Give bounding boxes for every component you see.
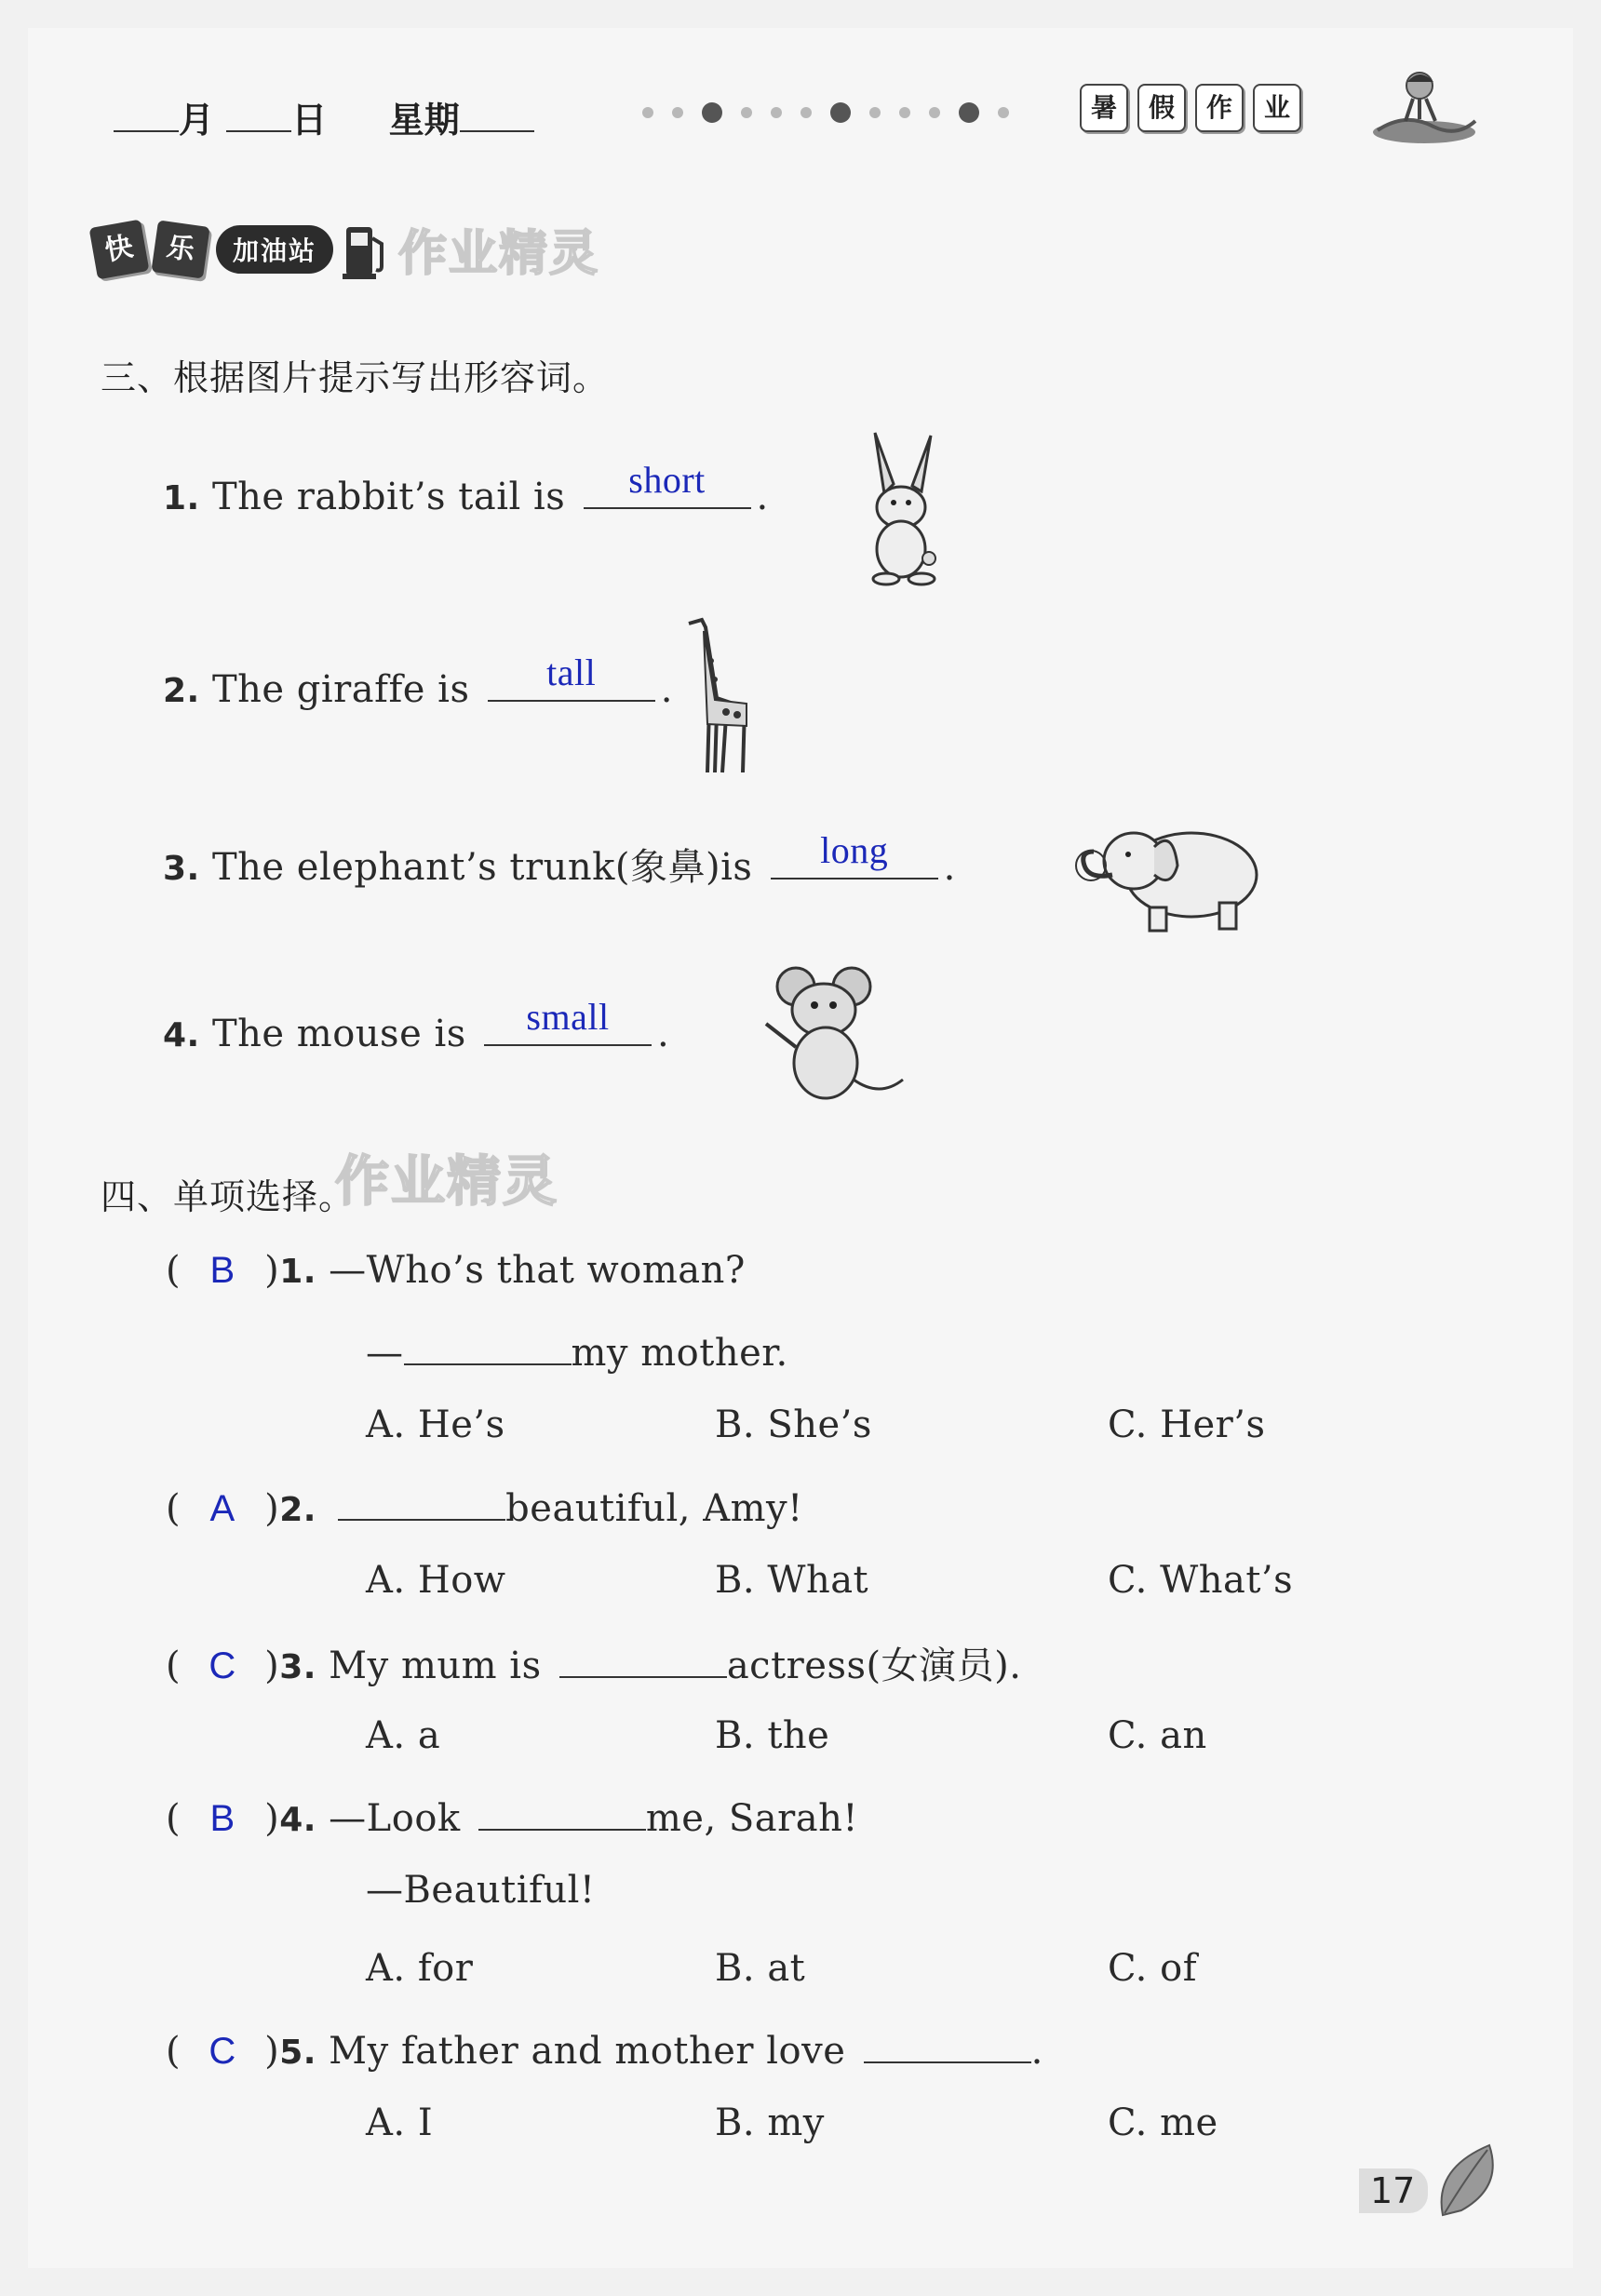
item-number: 3. <box>163 850 200 888</box>
answer-blank[interactable] <box>559 1639 727 1678</box>
mc-question-2 <box>166 1482 803 1530</box>
option-c[interactable]: C. Her’s <box>1108 1403 1266 1446</box>
banner-tile: 乐 <box>151 220 209 278</box>
dot <box>869 107 881 118</box>
item-number: 1. <box>163 479 200 517</box>
dot <box>771 107 782 118</box>
option-a[interactable]: A. How <box>366 1559 506 1602</box>
dot <box>959 102 979 123</box>
dot <box>830 102 851 123</box>
dot <box>800 107 812 118</box>
mc-answer[interactable]: C <box>209 1645 236 1686</box>
answer-blank[interactable] <box>488 651 655 702</box>
question-number: 3. <box>279 1648 316 1686</box>
banner-pill: 加油站 <box>216 225 333 274</box>
question-text: . <box>1030 2030 1043 2073</box>
dot <box>702 102 722 123</box>
q3-item-1 <box>163 459 769 518</box>
paren-close: ) <box>264 1487 280 1530</box>
item-punct: . <box>660 668 673 711</box>
paren-open: ( <box>166 1645 182 1687</box>
dot <box>672 107 683 118</box>
option-b[interactable]: B. She’s <box>715 1403 872 1446</box>
option-a[interactable]: A. for <box>366 1947 474 1990</box>
section-3-title: 三、根据图片提示写出形容词。 <box>101 357 610 398</box>
item-text: The rabbit’s tail is <box>211 476 566 518</box>
answer-text: short <box>628 459 706 501</box>
question-number: 2. <box>279 1491 316 1529</box>
month-label: 月 <box>179 100 215 141</box>
item-text: The giraffe is <box>211 668 470 711</box>
paren-open: ( <box>166 1797 182 1840</box>
answer-blank[interactable] <box>478 1792 646 1831</box>
item-number: 2. <box>163 672 200 710</box>
mouse-illustration <box>749 959 908 1112</box>
dot <box>899 107 910 118</box>
month-blank <box>114 99 179 132</box>
paren-open: ( <box>166 1249 182 1292</box>
answer-blank[interactable] <box>484 996 652 1046</box>
page-number: 17 <box>1359 2168 1428 2213</box>
section-4-title: 四、单项选择。 <box>101 1176 356 1217</box>
question-text: my mother. <box>571 1332 788 1375</box>
paren-open: ( <box>166 2030 182 2073</box>
question-text: —Who’s that woman? <box>329 1249 746 1292</box>
answer-blank[interactable] <box>404 1326 572 1365</box>
item-number: 4. <box>163 1016 200 1054</box>
summer-homework-badge <box>1080 84 1311 132</box>
leaf-icon <box>1433 2141 1508 2224</box>
item-punct: . <box>657 1013 670 1055</box>
answer-blank[interactable] <box>338 1482 505 1521</box>
watermark: 作业精灵 <box>335 1149 559 1213</box>
question-text: me, Sarah! <box>645 1797 858 1840</box>
mc-answer[interactable]: C <box>209 2031 236 2072</box>
mc-question-3 <box>166 1636 1021 1689</box>
answer-blank[interactable] <box>864 2024 1031 2063</box>
dot <box>998 107 1009 118</box>
header-dots <box>642 102 1009 123</box>
question-text: beautiful, Amy! <box>505 1487 803 1530</box>
badge-char: 作 <box>1195 84 1244 132</box>
paren-close: ) <box>264 2030 280 2073</box>
giraffe-illustration <box>670 614 763 777</box>
option-a[interactable]: A. a <box>366 1714 441 1757</box>
item-punct: . <box>943 846 956 889</box>
question-number: 4. <box>279 1801 316 1839</box>
option-a[interactable]: A. He’s <box>366 1403 505 1446</box>
option-b[interactable]: B. my <box>715 2101 825 2144</box>
answer-blank[interactable] <box>771 829 938 879</box>
paren-close: ) <box>264 1797 280 1840</box>
dot <box>741 107 752 118</box>
watermark: 作业精灵 <box>398 226 600 282</box>
badge-char: 暑 <box>1080 84 1128 132</box>
elephant-illustration <box>1061 810 1275 935</box>
day-label: 日 <box>291 100 328 141</box>
question-number: 5. <box>279 2034 316 2072</box>
banner-tile: 快 <box>89 219 150 279</box>
day-blank <box>226 99 291 132</box>
mc-question-1-line2 <box>366 1326 788 1375</box>
item-text: The elephant’s trunk(象鼻)is <box>211 846 753 889</box>
option-a[interactable]: A. I <box>366 2101 434 2144</box>
question-text: My mum is <box>329 1645 542 1687</box>
badge-char: 业 <box>1253 84 1301 132</box>
answer-blank[interactable] <box>584 459 751 509</box>
question-text: actress(女演员). <box>726 1645 1022 1687</box>
surfing-character-icon <box>1368 65 1480 149</box>
q3-item-3 <box>163 829 956 891</box>
mc-question-4-line2: —Beautiful! <box>366 1869 596 1912</box>
q3-item-4 <box>163 996 670 1055</box>
option-c[interactable]: C. of <box>1108 1947 1197 1990</box>
workbook-page <box>28 28 1573 2268</box>
weekday-blank <box>460 99 534 132</box>
option-b[interactable]: B. What <box>715 1559 869 1602</box>
weekday-label: 星期 <box>388 100 460 141</box>
badge-char: 假 <box>1137 84 1186 132</box>
answer-text: long <box>820 829 889 871</box>
mc-question-5 <box>166 2024 1043 2073</box>
option-b[interactable]: B. at <box>715 1947 806 1990</box>
item-text: The mouse is <box>211 1013 466 1055</box>
q3-item-2 <box>163 651 673 711</box>
dot <box>929 107 940 118</box>
mc-answer[interactable]: B <box>209 1250 235 1291</box>
mc-answer[interactable]: A <box>209 1488 235 1529</box>
paren-close: ) <box>264 1249 280 1292</box>
date-line <box>114 91 534 142</box>
fuel-pump-icon <box>343 220 389 279</box>
paren-close: ) <box>264 1645 280 1687</box>
dot <box>642 107 653 118</box>
paren-open: ( <box>166 1487 182 1530</box>
section-banner <box>93 214 599 284</box>
question-text: My father and mother love <box>329 2030 846 2073</box>
question-text: —Look <box>329 1797 461 1840</box>
mc-question-1 <box>166 1249 746 1292</box>
answer-text: small <box>526 996 610 1038</box>
question-number: 1. <box>279 1253 316 1291</box>
option-c[interactable]: C. What’s <box>1108 1559 1294 1602</box>
mc-answer[interactable]: B <box>209 1798 235 1839</box>
dash: — <box>366 1332 404 1375</box>
option-c[interactable]: C. me <box>1108 2101 1218 2144</box>
rabbit-illustration <box>847 428 959 591</box>
mc-question-4 <box>166 1792 858 1840</box>
option-c[interactable]: C. an <box>1108 1714 1207 1757</box>
item-punct: . <box>756 476 769 518</box>
option-b[interactable]: B. the <box>715 1714 830 1757</box>
answer-text: tall <box>546 651 597 693</box>
